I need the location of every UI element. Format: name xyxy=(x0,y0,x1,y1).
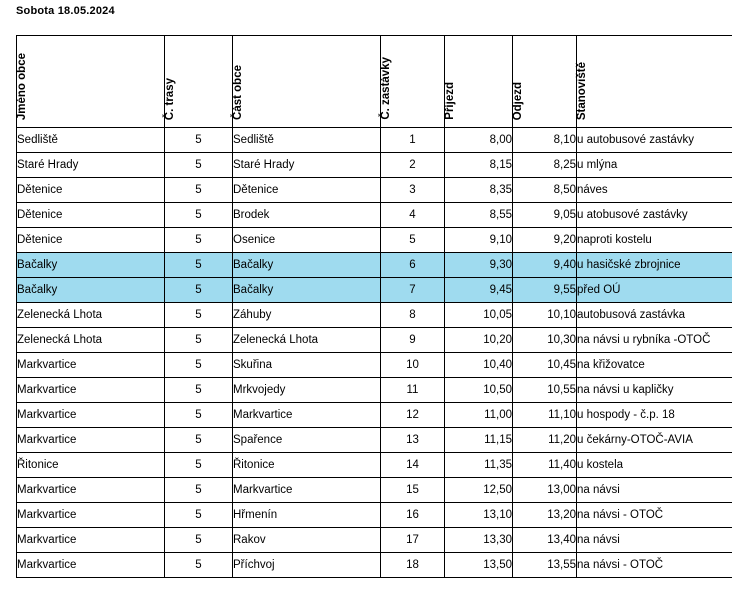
table-row xyxy=(17,278,732,303)
cell-cast: Bačalky xyxy=(233,253,381,278)
page-title: Sobota 18.05.2024 xyxy=(16,5,115,17)
cell-odjezd: 11,40 xyxy=(513,453,577,478)
cell-trasa: 5 xyxy=(165,153,233,178)
cell-cast: Příchvoj xyxy=(233,553,381,578)
cell-prijezd: 10,05 xyxy=(445,303,513,328)
cell-obec: Zelenecká Lhota xyxy=(17,303,165,328)
cell-prijezd: 8,00 xyxy=(445,128,513,153)
cell-odjezd: 9,20 xyxy=(513,228,577,253)
cell-cast: Hřmenín xyxy=(233,503,381,528)
cell-prijezd: 10,40 xyxy=(445,353,513,378)
cell-obec: Markvartice xyxy=(17,528,165,553)
cell-odjezd: 9,40 xyxy=(513,253,577,278)
cell-obec: Markvartice xyxy=(17,503,165,528)
cell-zast: 15 xyxy=(381,478,445,503)
cell-trasa: 5 xyxy=(165,503,233,528)
cell-zast: 13 xyxy=(381,428,445,453)
cell-prijezd: 13,30 xyxy=(445,528,513,553)
cell-cast: Skuřina xyxy=(233,353,381,378)
column-header-label: Odjezd xyxy=(512,81,524,120)
cell-zast: 3 xyxy=(381,178,445,203)
cell-prijezd: 8,55 xyxy=(445,203,513,228)
column-header-prijezd xyxy=(445,36,513,128)
cell-cast: Zelenecká Lhota xyxy=(233,328,381,353)
cell-trasa: 5 xyxy=(165,328,233,353)
cell-prijezd: 11,15 xyxy=(445,428,513,453)
cell-cast: Mrkvojedy xyxy=(233,378,381,403)
cell-cast: Staré Hrady xyxy=(233,153,381,178)
column-header-jmeno-obce xyxy=(17,36,165,128)
cell-stan: na návsi - OTOČ xyxy=(577,503,732,528)
cell-zast: 6 xyxy=(381,253,445,278)
cell-obec: Sedliště xyxy=(17,128,165,153)
column-header-label: Stanoviště xyxy=(576,61,588,120)
cell-odjezd: 9,05 xyxy=(513,203,577,228)
cell-prijezd: 13,50 xyxy=(445,553,513,578)
cell-prijezd: 10,20 xyxy=(445,328,513,353)
cell-cast: Sedliště xyxy=(233,128,381,153)
cell-cast: Dětenice xyxy=(233,178,381,203)
cell-cast: Spařence xyxy=(233,428,381,453)
cell-stan: u mlýna xyxy=(577,153,732,178)
cell-zast: 11 xyxy=(381,378,445,403)
cell-cast: Bačalky xyxy=(233,278,381,303)
cell-prijezd: 9,10 xyxy=(445,228,513,253)
cell-trasa: 5 xyxy=(165,428,233,453)
column-header-label: Příjezd xyxy=(444,82,456,120)
cell-trasa: 5 xyxy=(165,228,233,253)
cell-zast: 1 xyxy=(381,128,445,153)
cell-odjezd: 10,30 xyxy=(513,328,577,353)
table-row xyxy=(17,528,732,553)
cell-obec: Markvartice xyxy=(17,378,165,403)
cell-stan: na návsi u kapličky xyxy=(577,378,732,403)
cell-stan: naproti kostelu xyxy=(577,228,732,253)
cell-trasa: 5 xyxy=(165,453,233,478)
schedule-table xyxy=(16,35,732,578)
cell-cast: Markvartice xyxy=(233,403,381,428)
cell-prijezd: 13,10 xyxy=(445,503,513,528)
cell-zast: 8 xyxy=(381,303,445,328)
cell-zast: 16 xyxy=(381,503,445,528)
column-header-label: Část obce xyxy=(232,65,244,120)
cell-obec: Markvartice xyxy=(17,478,165,503)
cell-trasa: 5 xyxy=(165,528,233,553)
cell-stan: u kostela xyxy=(577,453,732,478)
cell-trasa: 5 xyxy=(165,303,233,328)
cell-stan: u hasičské zbrojnice xyxy=(577,253,732,278)
cell-stan: u atobusové zastávky xyxy=(577,203,732,228)
cell-zast: 18 xyxy=(381,553,445,578)
cell-zast: 14 xyxy=(381,453,445,478)
table-row xyxy=(17,253,732,278)
cell-stan: na návsi - OTOČ xyxy=(577,553,732,578)
cell-stan: u hospody - č.p. 18 xyxy=(577,403,732,428)
table-row xyxy=(17,403,732,428)
table-row xyxy=(17,128,732,153)
cell-stan: u autobusové zastávky xyxy=(577,128,732,153)
cell-trasa: 5 xyxy=(165,403,233,428)
cell-trasa: 5 xyxy=(165,253,233,278)
cell-cast: Brodek xyxy=(233,203,381,228)
cell-prijezd: 11,35 xyxy=(445,453,513,478)
cell-cast: Řitonice xyxy=(233,453,381,478)
cell-obec: Markvartice xyxy=(17,428,165,453)
column-header-label: Č. trasy xyxy=(164,77,176,120)
cell-prijezd: 9,45 xyxy=(445,278,513,303)
cell-zast: 9 xyxy=(381,328,445,353)
cell-odjezd: 10,55 xyxy=(513,378,577,403)
table-body xyxy=(17,128,732,578)
cell-obec: Zelenecká Lhota xyxy=(17,328,165,353)
cell-trasa: 5 xyxy=(165,128,233,153)
table-row xyxy=(17,203,732,228)
cell-obec: Markvartice xyxy=(17,403,165,428)
table-row xyxy=(17,153,732,178)
cell-stan: na návsi xyxy=(577,478,732,503)
column-header-c-zastavky xyxy=(381,36,445,128)
table-header-row xyxy=(17,36,732,128)
cell-trasa: 5 xyxy=(165,553,233,578)
cell-odjezd: 13,40 xyxy=(513,528,577,553)
cell-zast: 12 xyxy=(381,403,445,428)
cell-odjezd: 13,00 xyxy=(513,478,577,503)
cell-trasa: 5 xyxy=(165,478,233,503)
table-row xyxy=(17,303,732,328)
column-header-label: Jméno obce xyxy=(16,52,28,120)
cell-prijezd: 10,50 xyxy=(445,378,513,403)
column-header-stanoviste xyxy=(577,36,732,128)
table-row xyxy=(17,328,732,353)
cell-odjezd: 8,25 xyxy=(513,153,577,178)
cell-zast: 17 xyxy=(381,528,445,553)
cell-prijezd: 12,50 xyxy=(445,478,513,503)
table-row xyxy=(17,503,732,528)
cell-cast: Osenice xyxy=(233,228,381,253)
cell-odjezd: 11,20 xyxy=(513,428,577,453)
cell-prijezd: 9,30 xyxy=(445,253,513,278)
cell-odjezd: 10,45 xyxy=(513,353,577,378)
column-header-odjezd xyxy=(513,36,577,128)
cell-trasa: 5 xyxy=(165,203,233,228)
cell-obec: Řitonice xyxy=(17,453,165,478)
table-row xyxy=(17,378,732,403)
cell-stan: před OÚ xyxy=(577,278,732,303)
cell-odjezd: 9,55 xyxy=(513,278,577,303)
cell-cast: Záhuby xyxy=(233,303,381,328)
table-row xyxy=(17,478,732,503)
cell-obec: Dětenice xyxy=(17,228,165,253)
cell-stan: na návsi u rybníka -OTOČ xyxy=(577,328,732,353)
cell-odjezd: 8,10 xyxy=(513,128,577,153)
cell-obec: Staré Hrady xyxy=(17,153,165,178)
cell-zast: 7 xyxy=(381,278,445,303)
cell-zast: 4 xyxy=(381,203,445,228)
cell-odjezd: 13,20 xyxy=(513,503,577,528)
cell-obec: Bačalky xyxy=(17,253,165,278)
cell-trasa: 5 xyxy=(165,278,233,303)
cell-zast: 2 xyxy=(381,153,445,178)
cell-prijezd: 8,35 xyxy=(445,178,513,203)
table-row xyxy=(17,553,732,578)
cell-odjezd: 8,50 xyxy=(513,178,577,203)
cell-cast: Rakov xyxy=(233,528,381,553)
cell-obec: Bačalky xyxy=(17,278,165,303)
cell-prijezd: 11,00 xyxy=(445,403,513,428)
cell-cast: Markvartice xyxy=(233,478,381,503)
table-row xyxy=(17,353,732,378)
cell-obec: Markvartice xyxy=(17,353,165,378)
column-header-label: Č. zastávky xyxy=(380,57,392,120)
cell-trasa: 5 xyxy=(165,378,233,403)
cell-stan: autobusová zastávka xyxy=(577,303,732,328)
cell-stan: u čekárny-OTOČ-AVIA xyxy=(577,428,732,453)
cell-stan: náves xyxy=(577,178,732,203)
cell-stan: na návsi xyxy=(577,528,732,553)
table-row xyxy=(17,178,732,203)
table-row xyxy=(17,453,732,478)
cell-obec: Dětenice xyxy=(17,203,165,228)
cell-zast: 5 xyxy=(381,228,445,253)
cell-zast: 10 xyxy=(381,353,445,378)
table-row xyxy=(17,428,732,453)
cell-trasa: 5 xyxy=(165,353,233,378)
table-header xyxy=(17,36,732,128)
table-row xyxy=(17,228,732,253)
cell-obec: Dětenice xyxy=(17,178,165,203)
cell-odjezd: 10,10 xyxy=(513,303,577,328)
cell-odjezd: 11,10 xyxy=(513,403,577,428)
column-header-c-trasy xyxy=(165,36,233,128)
cell-obec: Markvartice xyxy=(17,553,165,578)
cell-odjezd: 13,55 xyxy=(513,553,577,578)
cell-prijezd: 8,15 xyxy=(445,153,513,178)
cell-trasa: 5 xyxy=(165,178,233,203)
column-header-cast-obce xyxy=(233,36,381,128)
cell-stan: na křižovatce xyxy=(577,353,732,378)
